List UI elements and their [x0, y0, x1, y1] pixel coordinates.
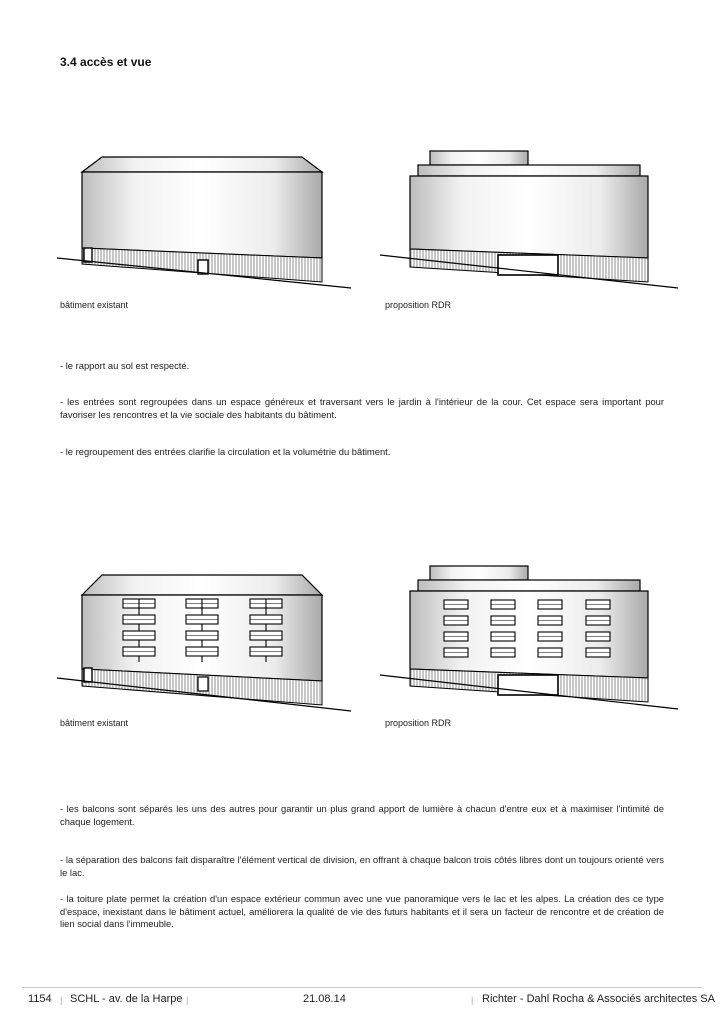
existing-building-elevation-balconies — [55, 565, 355, 713]
paragraph-entrances: - les entrées sont regroupées dans un espace généreux et traversant vers le jardin à l'intérieur de la cour. Cet espace sera important pour favoriser les rencontres et la vie sociale des habitants du bâtiment. — [60, 396, 664, 420]
paragraph-balcony-separation: - la séparation des balcons fait disparaître l'élément vertical de division, en offrant à chaque balcon trois côtés libres dont un toujours orienté vers le lac. — [60, 854, 664, 878]
footer-page-number: 1154 — [28, 993, 52, 1005]
existing-building-elevation-plain — [55, 150, 355, 292]
footer-separator: | — [471, 995, 474, 1005]
footer-rule — [22, 987, 702, 988]
caption-existing-bottom: bâtiment existant — [60, 718, 129, 728]
proposed-building-elevation-balconies — [380, 560, 680, 712]
footer-separator: | — [186, 995, 189, 1005]
caption-proposed-top: proposition RDR — [385, 300, 452, 310]
caption-existing-top: bâtiment existant — [60, 300, 129, 310]
footer-firm: Richter - Dahl Rocha & Associés architectes SA — [482, 993, 715, 1005]
caption-proposed-bottom: proposition RDR — [385, 718, 452, 728]
section-heading: 3.4 accès et vue — [60, 55, 152, 69]
footer-separator: | — [60, 995, 63, 1005]
proposed-building-elevation-plain — [380, 145, 680, 292]
paragraph-roof-terrace: - la toiture plate permet la création d'un espace extérieur commun avec une vue panoramique vers le lac et les alpes. La création des ce type d'espace, inexistant dans le bâtiment actuel, améliorera la qualité de vie des futurs habitants et il sera un facteur de rencontre et de création de lien social dans l'immeuble. — [60, 893, 664, 929]
paragraph-balconies: - les balcons sont séparés les uns des autres pour garantir un plus grand apport de lumière à chacun d'entre eux et à maximiser l'intimité de chaque logement. — [60, 803, 664, 827]
paragraph-circulation: - le regroupement des entrées clarifie la circulation et la volumétrie du bâtiment. — [60, 446, 391, 457]
footer-project: SCHL - av. de la Harpe — [70, 993, 183, 1005]
footer-date: 21.08.14 — [303, 993, 346, 1005]
paragraph-ground: - le rapport au sol est respecté. — [60, 360, 190, 371]
